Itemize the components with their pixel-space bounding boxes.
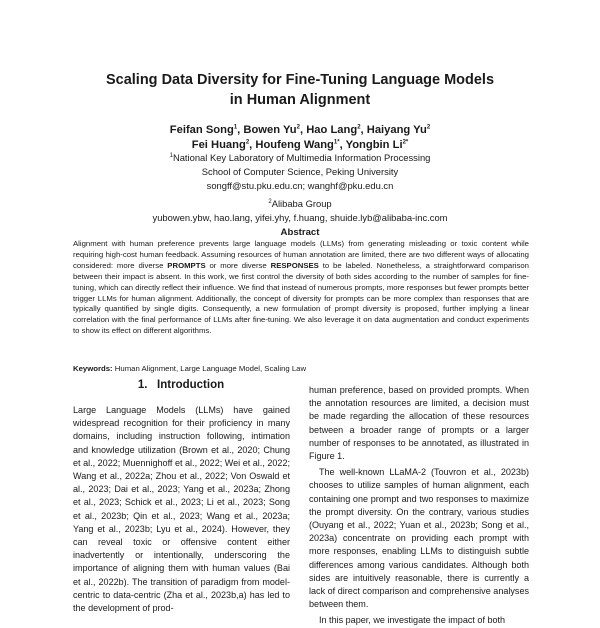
author-affiliation-mark: 1* [333, 139, 340, 146]
author-name: Feifan Song [169, 124, 234, 136]
abstract-body [73, 239, 529, 337]
author-affiliation-mark: 2* [402, 139, 409, 146]
paragraph: The well-known LLaMA-2 (Touvron et al., 2023b) chooses to utilize samples of human alignment, each containing one prompt and two responses to maximize the prompt diversity. On the contrary, various studies (Ouyang et al., 2022; Yuan et al., 2023b; Song et al., 2023a) concentrate on providing each prompt with more responses, enabling LLMs to distinguish subtle differences among various candidates. Although both sides are intuitively reasonable, there is currently a lack of direct comparison and comprehensive analyses between them. [309, 467, 529, 610]
author-name: Hao Lang [306, 124, 358, 136]
author-name: Fei Huang [191, 139, 246, 151]
author-name: Bowen Yu [243, 124, 297, 136]
paragraph: human preference, based on provided prompts. When the annotation resources are limited, a decision must be made regarding the allocation of these resources between a broader range of prompts or a larger number of responses to be annotated, as illustrated in Figure 1. [309, 385, 529, 462]
paper-title [0, 70, 600, 110]
keywords-text: Human Alignment, Large Language Model, Scaling Law [114, 364, 307, 373]
affiliation-alibaba [0, 197, 600, 225]
affiliation-line [0, 197, 600, 211]
affiliation-text: Alibaba Group [271, 198, 332, 209]
author-name: Houfeng Wang [255, 139, 334, 151]
author-list [0, 123, 600, 153]
author-affiliation-mark: 2 [426, 124, 431, 131]
affiliation-peking [0, 151, 600, 193]
abstract-text: Alignment with human preference prevents large language models (LLMs) from generating misleading or toxic content while requiring high-cost human feedback. Assuming resources of human annotation are limited, there are two different ways of allocating considered: more diverse [73, 239, 529, 270]
abstract-text: or more diverse [205, 260, 271, 270]
author-affiliation-mark: 1 [233, 124, 238, 131]
keywords [73, 364, 306, 374]
affiliation-emails: yubowen.ybw, hao.lang, yifei.yhy, f.huang, shuide.lyb@alibaba-inc.com [152, 212, 448, 223]
abstract-emphasis-prompts: PROMPTS [167, 260, 206, 270]
author-line: Fei Huang$^2$, Houfeng Wang$^{1*}$, Yongbin $Li^{2*}$ [191, 139, 409, 151]
author-affiliation-mark: 2 [357, 124, 361, 131]
abstract-heading: Abstract [280, 227, 320, 238]
affiliation-line: School of Computer Science, Peking University [201, 166, 399, 177]
author-name: Yongbin Li [345, 139, 403, 151]
keywords-label: Keywords: [73, 364, 113, 373]
title-line: Scaling Data Diversity for Fine-Tuning Language Models [105, 72, 495, 88]
section-title: Introduction [157, 379, 225, 391]
paragraph: In this paper, we investigate the impact of both [319, 615, 506, 626]
author-line: Feifan Song$^1$, Bowen Yu$^2$, Hao Lang$^2$, Haiyang Yu$^2$ [169, 124, 431, 136]
right-column [309, 384, 529, 628]
abstract-text: to be labeled. Nonetheless, a straightforward comparison between their impact is absent. In this work, we first control the diversity of both sides according to the number of samples for fine-tuning, which can directly reflect their influence. We find that instead of numerous prompts, more responses but fewer prompts better trigger LLMs for human alignment. Additionally, the concept of diversity for prompts can be more complex than responses that are typically quantified by single digits. Consequently, a new formulation of prompt diversity is proposed, further implying a linear correlation with the final performance of LLMs after fine-tuning. We also leverage it on data augmentation and conduct experiments to show its effect on different algorithms. [73, 260, 529, 336]
affiliation-mark: 2 [268, 198, 272, 205]
author-affiliation-mark: 2 [296, 124, 300, 131]
abstract-emphasis-responses: RESPONSES [270, 260, 319, 270]
affiliation-mark: 1 [169, 152, 173, 159]
affiliation-text: National Key Laboratory of Multimedia Information Processing [172, 152, 431, 163]
title-line: in Human Alignment [229, 92, 371, 108]
section-heading [73, 379, 289, 391]
section-number: 1. [137, 379, 148, 391]
author-name: Haiyang Yu [366, 124, 427, 136]
affiliation-emails: songff@stu.pku.edu.cn; wanghf@pku.edu.cn [206, 180, 394, 191]
left-column [73, 404, 290, 615]
affiliation-line [0, 151, 600, 165]
author-affiliation-mark: 2 [245, 139, 250, 146]
paragraph: Large Language Models (LLMs) have gained widespread recognition for their proficiency in many domains, including instruction following, intimation and knowledge utilization (Brown et al., 2020; Chung et al., 2022; Muennighoff et al., 2022; Wei et al., 2022; Wang et al., 2022a; Zhou et al., 2022; Von Oswald et al., 2023; Dai et al., 2023; Yang et al., 2023a; Zhong et al., 2023; Schick et al., 2023; Li et al., 2023; Song et al., 2023b; Qin et al., 2023; Wang et al., 2023a; Yang et al., 2023b; Lyu et al., 2024). However, they can reveal toxic or offensive content either inadvertently or intentionally, underscoring the importance of aligning them with human values (Bai et al., 2022b). The transition of paradigm from model-centric to data-centric (Zha et al., 2023b,a) has led to the development of prod- [73, 405, 290, 614]
